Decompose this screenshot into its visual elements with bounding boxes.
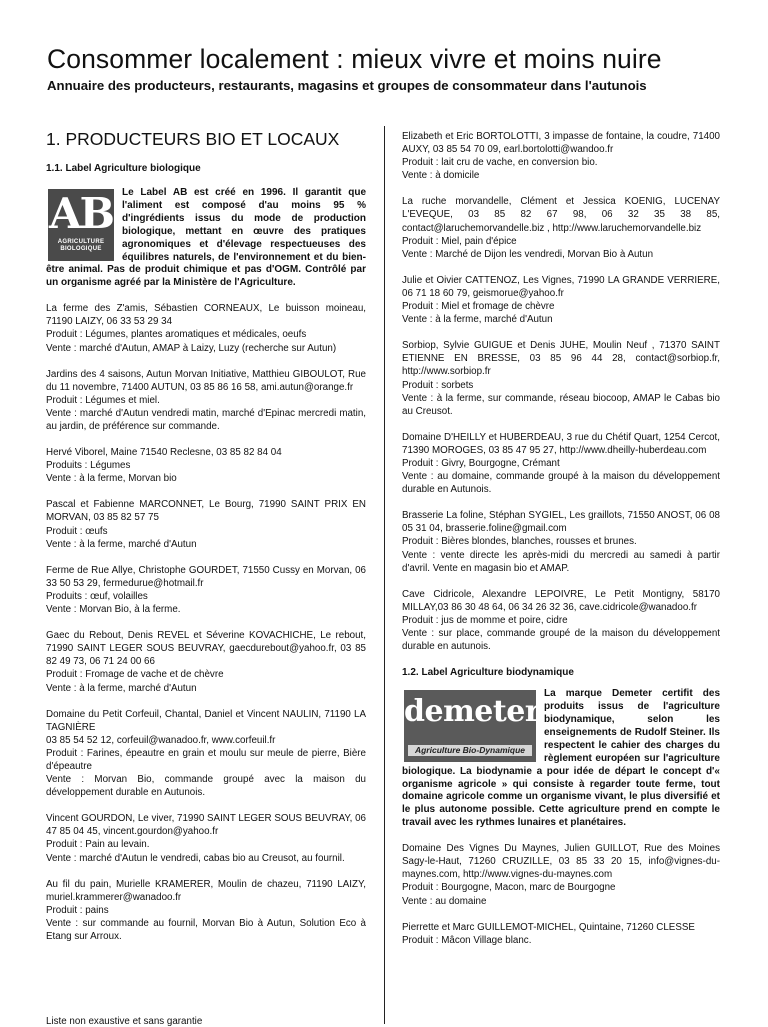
entry-line: Au fil du pain, Murielle KRAMERER, Moulin de chazeu, 71190 LAIZY, muriel.krammerer@wanadoo.fr xyxy=(46,878,366,903)
ab-label-logo xyxy=(48,189,114,261)
demeter-intro xyxy=(402,688,720,830)
right-column xyxy=(402,130,720,960)
entry-line: Produit : Bourgogne, Macon, marc de Bourgogne xyxy=(402,882,616,894)
ab-logo-caption-2: BIOLOGIQUE xyxy=(60,246,102,252)
entry-line: Produit : lait cru de vache, en conversion bio. xyxy=(402,157,598,169)
entry-line: Domaine du Petit Corfeuil, Chantal, Daniel et Vincent NAULIN, 71190 LA TAGNIÈRE xyxy=(46,708,366,733)
entry-line: Domaine Des Vignes Du Maynes, Julien GUILLOT, Rue des Moines Sagy-le-Haut, 71260 CRUZILLE, 03 85 33 20 15, info@vignes-du-maynes.com, http://www.vignes-du-maynes.com xyxy=(402,843,720,881)
entry-line: Vente : à la ferme, marché d'Autun xyxy=(46,682,197,694)
entry-line: Vente : à la ferme, marché d'Autun xyxy=(402,314,553,326)
entry-line: Vente : marché d'Autun vendredi matin, marché d'Epinac mercredi matin, au jardin, de préférence sur commande. xyxy=(46,407,366,432)
producer-entry xyxy=(402,274,720,326)
entry-line: Produit : Bières blondes, blanches, rousses et brunes. xyxy=(402,536,637,548)
entry-line: Cave Cidricole, Alexandre LEPOIVRE, Le Petit Montigny, 58170 MILLAY,03 86 30 48 64, 06 34 26 32 36, cave.cidricole@wanadoo.fr xyxy=(402,588,720,613)
page-title: Consommer localement : mieux vivre et moins nuire xyxy=(47,44,662,74)
subsection-title-biodynamic: 1.2. Label Agriculture biodynamique xyxy=(402,667,574,679)
demeter-logo-name: demeter xyxy=(404,694,541,730)
entry-line: Julie et Oivier CATTENOZ, Les Vignes, 71990 LA GRANDE VERRIERE, 06 71 18 60 79, geismorue@yahoo.fr xyxy=(402,274,720,299)
producer-list-left xyxy=(46,302,366,943)
entry-line: Vente : sur commande au fournil, Morvan Bio à Autun, Solution Eco à Etang sur Arroux. xyxy=(46,917,366,942)
demeter-intro-text: La marque Demeter certifit des produits issus de l'agriculture biodynamique, selon les enseignements de Rudolf Steiner. Ils respectent le cahier des charges du règlement européen sur l'agriculture biologique. La biodynamie a pour idée de départ le concept d'« organisme agricole » qui consiste à regarder toute ferme, tout domaine agricole comme un organisme vivant, le plus diversifié et le plus autonome possible. Cette agriculture prend en compte le travail avec les rythmes lunaires et planétaires. xyxy=(402,688,720,829)
entry-line: Produit : Givry, Bourgogne, Crémant xyxy=(402,457,560,469)
entry-line: Produits : œuf, volailles xyxy=(46,590,148,602)
producer-entry xyxy=(402,509,720,574)
entry-line: La ruche morvandelle, Clément et Jessica KOENIG, LUCENAY L'EVEQUE, 03 85 82 67 98, 06 32 35 38 85, contact@laruchemorvandelle.biz , http://www.laruchemorvandelle.biz xyxy=(402,196,720,234)
ab-intro xyxy=(46,187,366,290)
entry-line: Hervé Viborel, Maine 71540 Reclesne, 03 85 82 84 04 xyxy=(46,447,282,459)
producer-list-right-biodynamic xyxy=(402,842,720,947)
producer-entry xyxy=(46,629,366,694)
footer-note: Liste non exaustive et sans garantie xyxy=(46,1016,203,1027)
page-subtitle: Annuaire des producteurs, restaurants, magasins et groupes de consommateur dans l'autunois xyxy=(47,78,647,93)
producer-list-right xyxy=(402,130,720,653)
entry-line: Produit : Mâcon Village blanc. xyxy=(402,934,532,946)
demeter-logo-tagline: Agriculture Bio-Dynamique xyxy=(408,745,532,756)
entry-line: Produit : Légumes et miel. xyxy=(46,394,160,406)
entry-line: Pierrette et Marc GUILLEMOT-MICHEL, Quintaine, 71260 CLESSE xyxy=(402,921,695,933)
subsection-title-ab: 1.1. Label Agriculture biologique xyxy=(46,163,201,174)
entry-line: Vente : à la ferme, Morvan bio xyxy=(46,473,177,485)
entry-line: Vente : marché d'Autun le vendredi, cabas bio au Creusot, au fournil. xyxy=(46,852,345,864)
ab-logo-letters: AB xyxy=(48,189,114,238)
entry-line: Produit : Miel et fromage de chèvre xyxy=(402,301,555,313)
entry-line: Vente : à la ferme, marché d'Autun xyxy=(46,538,197,550)
entry-line: Brasserie La foline, Stéphan SYGIEL, Les graillots, 71550 ANOST, 06 08 05 31 04, brasserie.foline@gmail.com xyxy=(402,510,720,535)
entry-line: Vente : au domaine xyxy=(402,895,487,907)
producer-entry xyxy=(402,130,720,182)
entry-line: 03 85 54 52 12, corfeuil@wanadoo.fr, www.corfeuil.fr xyxy=(46,734,276,746)
producer-entry xyxy=(402,339,720,418)
entry-line: Produits : Légumes xyxy=(46,460,131,472)
entry-line: Sorbiop, Sylvie GUIGUE et Denis JUHE, Moulin Neuf , 71370 SAINT ETIENNE EN BRESSE, 03 85 96 44 28, contact@sorbiop.fr, http://www.sorbiop.fr xyxy=(402,340,720,378)
producer-entry xyxy=(46,878,366,943)
left-column xyxy=(46,128,366,956)
producer-entry xyxy=(46,368,366,433)
ab-logo-caption-1: AGRICULTURE xyxy=(57,239,105,245)
entry-line: Vente : à domicile xyxy=(402,170,480,182)
entry-line: Produit : jus de momme et poire, cidre xyxy=(402,614,568,626)
entry-line: Elizabeth et Eric BORTOLOTTI, 3 impasse de fontaine, la coudre, 71400 AUXY, 03 85 54 70 09, earl.bortolotti@wandoo.fr xyxy=(402,131,720,156)
producer-entry xyxy=(46,564,366,616)
entry-line: Vente : vente directe les après-midi du mercredi au samedi à partir d'avril. Vente en magasin bio et AMAP. xyxy=(402,549,720,574)
entry-line: Produit : Miel, pain d'épice xyxy=(402,235,517,247)
producer-entry xyxy=(46,302,366,354)
entry-line: Produit : œufs xyxy=(46,525,108,537)
entry-line: Vente : marché d'Autun, AMAP à Laizy, Luzy (recherche sur Autun) xyxy=(46,342,337,354)
producer-entry xyxy=(402,431,720,496)
entry-line: Ferme de Rue Allye, Christophe GOURDET, 71550 Cussy en Morvan, 06 33 50 53 29, fermedurue@hotmail.fr xyxy=(46,564,366,589)
entry-line: Pascal et Fabienne MARCONNET, Le Bourg, 71990 SAINT PRIX EN MORVAN, 03 85 82 57 75 xyxy=(46,499,366,524)
entry-line: Vente : Marché de Dijon les vendredi, Morvan Bio à Autun xyxy=(402,248,654,260)
entry-line: Produit : Farines, épeautre en grain et moulu sur meule de pierre, Bière d'épeautre xyxy=(46,747,366,772)
producer-entry xyxy=(402,588,720,653)
entry-line: Vente : au domaine, commande groupé à la maison du développement durable en Autunois. xyxy=(402,471,720,496)
entry-line: Domaine D'HEILLY et HUBERDEAU, 3 rue du Chétif Quart, 1254 Cercot, 71390 MOROGES, 03 85 47 95 27, http://www.dheilly-huberdeau.com xyxy=(402,431,720,456)
entry-line: Produit : pains xyxy=(46,904,109,916)
entry-line: Produit : sorbets xyxy=(402,379,474,391)
producer-entry xyxy=(46,446,366,485)
entry-line: Vente : à la ferme, sur commande, réseau biocoop, AMAP le Cabas bio au Creusot. xyxy=(402,392,720,417)
entry-line: Vente : Morvan Bio, commande groupé avec la maison du développement durable en Autunois. xyxy=(46,774,366,799)
producer-entry xyxy=(46,708,366,800)
entry-line: Produit : Fromage de vache et de chèvre xyxy=(46,669,224,681)
entry-line: Jardins des 4 saisons, Autun Morvan Initiative, Matthieu GIBOULOT, Rue du 11 novembre, 71400 AUTUN, 03 85 86 16 58, ami.autun@orange.fr xyxy=(46,368,366,393)
entry-line: Gaec du Rebout, Denis REVEL et Séverine KOVACHICHE, Le rebout, 71990 SAINT LEGER SOUS BEUVRAY, gaecdurebout@yahoo.fr, 03 85 82 49 73, 06 71 24 00 66 xyxy=(46,630,366,668)
producer-entry xyxy=(402,195,720,260)
entry-line: La ferme des Z'amis, Sébastien CORNEAUX, Le buisson moineau, 71190 LAIZY, 06 33 53 29 34 xyxy=(46,303,366,328)
section-title: 1. PRODUCTEURS BIO ET LOCAUX xyxy=(46,129,340,149)
producer-entry xyxy=(402,842,720,907)
demeter-logo xyxy=(404,690,541,762)
producer-entry xyxy=(402,921,720,947)
ab-intro-text: Le Label AB est créé en 1996. Il garantit que l'aliment est composé d'au moins 95 % d'ingrédients issus du mode de production biologique, mettant en œuvre des pratiques agronomiques et d'élevage respectueuses des équilibres naturels, de l'environnement et du bien-être animal. Pas de produit chimique et pas d'OGM. Contrôlé par un organisme agréé par la Ministère de l'Agriculture. xyxy=(46,187,366,289)
column-divider xyxy=(384,126,385,1024)
entry-line: Produit : Légumes, plantes aromatiques et médicales, oeufs xyxy=(46,329,307,341)
producer-entry xyxy=(46,812,366,864)
entry-line: Vente : sur place, commande groupé de la maison du développement durable en autunois. xyxy=(402,628,720,653)
entry-line: Vincent GOURDON, Le viver, 71990 SAINT LEGER SOUS BEUVRAY, 06 47 85 04 45, vincent.gourdon@yahoo.fr xyxy=(46,813,366,838)
entry-line: Vente : Morvan Bio, à la ferme. xyxy=(46,604,181,616)
entry-line: Produit : Pain au levain. xyxy=(46,839,150,851)
producer-entry xyxy=(46,498,366,550)
